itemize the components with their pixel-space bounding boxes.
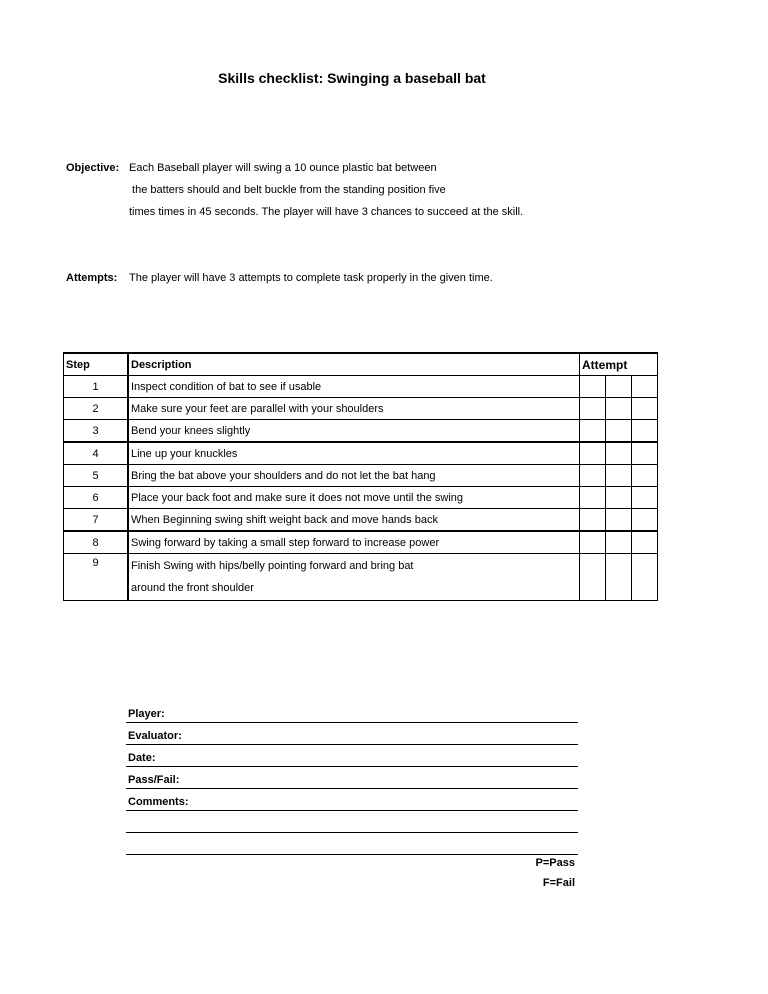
- step-description-line-1: Finish Swing with hips/belly pointing forward and bring bat: [131, 560, 414, 572]
- attempt-cell-3[interactable]: [632, 398, 658, 420]
- table-row: [64, 398, 658, 420]
- step-description: Bring the bat above your shoulders and do not let the bat hang: [128, 465, 580, 487]
- objective-line-2: the batters should and belt buckle from the standing position five: [129, 184, 446, 196]
- attempts-text: The player will have 3 attempts to complete task properly in the given time.: [129, 272, 493, 284]
- attempt-cell-2[interactable]: [606, 487, 632, 509]
- attempt-cell-1[interactable]: [580, 442, 606, 465]
- step-description: Inspect condition of bat to see if usable: [128, 376, 580, 398]
- date-label: Date:: [128, 752, 156, 764]
- table-row: [64, 420, 658, 443]
- step-description: Line up your knuckles: [128, 442, 580, 465]
- step-description: [128, 554, 580, 601]
- attempt-cell-1[interactable]: [580, 465, 606, 487]
- step-number: 5: [64, 465, 129, 487]
- attempt-cell-2[interactable]: [606, 442, 632, 465]
- step-description: Swing forward by taking a small step forward to increase power: [128, 531, 580, 554]
- step-number: 6: [64, 487, 129, 509]
- objective-line-3: times times in 45 seconds. The player will have 3 chances to succeed at the skill.: [129, 206, 524, 218]
- attempt-cell-1[interactable]: [580, 376, 606, 398]
- table-row: [64, 376, 658, 398]
- attempt-cell-3[interactable]: [632, 509, 658, 532]
- attempt-cell-2[interactable]: [606, 376, 632, 398]
- attempt-cell-2[interactable]: [606, 509, 632, 532]
- attempt-header: Attempt: [580, 353, 658, 376]
- comments-line-2[interactable]: [126, 820, 578, 833]
- table-row: [64, 554, 658, 601]
- attempt-cell-3[interactable]: [632, 376, 658, 398]
- page-title: Skills checklist: Swinging a baseball bat: [218, 70, 486, 86]
- fail-legend: F=Fail: [542, 877, 575, 889]
- attempt-cell-3[interactable]: [632, 420, 658, 443]
- attempt-cell-1[interactable]: [580, 398, 606, 420]
- attempt-cell-3[interactable]: [632, 487, 658, 509]
- pass-legend: P=Pass: [535, 857, 575, 869]
- step-description: When Beginning swing shift weight back and move hands back: [128, 509, 580, 532]
- attempt-cell-2[interactable]: [606, 531, 632, 554]
- step-number: 8: [64, 531, 129, 554]
- player-field[interactable]: [126, 710, 578, 723]
- step-description-line-2: around the front shoulder: [131, 582, 254, 594]
- step-description: Bend your knees slightly: [128, 420, 580, 443]
- step-description: Place your back foot and make sure it does not move until the swing: [128, 487, 580, 509]
- comments-line-3[interactable]: [126, 842, 578, 855]
- table-row: [64, 465, 658, 487]
- attempt-cell-2[interactable]: [606, 554, 632, 601]
- pass-fail-label: Pass/Fail:: [128, 774, 180, 786]
- step-number: 7: [64, 509, 129, 532]
- pass-fail-field[interactable]: [126, 776, 578, 789]
- table-row: [64, 509, 658, 532]
- comments-label: Comments:: [128, 796, 189, 808]
- attempt-cell-3[interactable]: [632, 465, 658, 487]
- attempt-cell-1[interactable]: [580, 487, 606, 509]
- attempt-cell-1[interactable]: [580, 420, 606, 443]
- skills-table: [63, 352, 658, 601]
- attempt-cell-2[interactable]: [606, 398, 632, 420]
- attempt-cell-2[interactable]: [606, 465, 632, 487]
- step-number: 1: [64, 376, 129, 398]
- attempt-cell-3[interactable]: [632, 554, 658, 601]
- attempt-cell-2[interactable]: [606, 420, 632, 443]
- table-row: [64, 487, 658, 509]
- comments-field[interactable]: [126, 798, 578, 811]
- attempt-cell-1[interactable]: [580, 531, 606, 554]
- table-row: [64, 442, 658, 465]
- date-field[interactable]: [126, 754, 578, 767]
- attempt-cell-3[interactable]: [632, 531, 658, 554]
- evaluator-label: Evaluator:: [128, 730, 182, 742]
- step-number: 4: [64, 442, 129, 465]
- objective-line-1: Each Baseball player will swing a 10 ounce plastic bat between: [129, 162, 437, 174]
- attempt-cell-3[interactable]: [632, 442, 658, 465]
- step-header: Step: [64, 353, 129, 376]
- table-row: [64, 531, 658, 554]
- evaluator-field[interactable]: [126, 732, 578, 745]
- step-description: Make sure your feet are parallel with your shoulders: [128, 398, 580, 420]
- description-header: Description: [128, 353, 580, 376]
- attempts-label: Attempts:: [66, 272, 118, 284]
- step-number: 2: [64, 398, 129, 420]
- step-number: 9: [64, 554, 129, 601]
- objective-label: Objective:: [66, 162, 120, 174]
- table-header-row: [64, 353, 658, 376]
- attempt-cell-1[interactable]: [580, 509, 606, 532]
- player-label: Player:: [128, 708, 165, 720]
- attempt-cell-1[interactable]: [580, 554, 606, 601]
- step-number: 3: [64, 420, 129, 443]
